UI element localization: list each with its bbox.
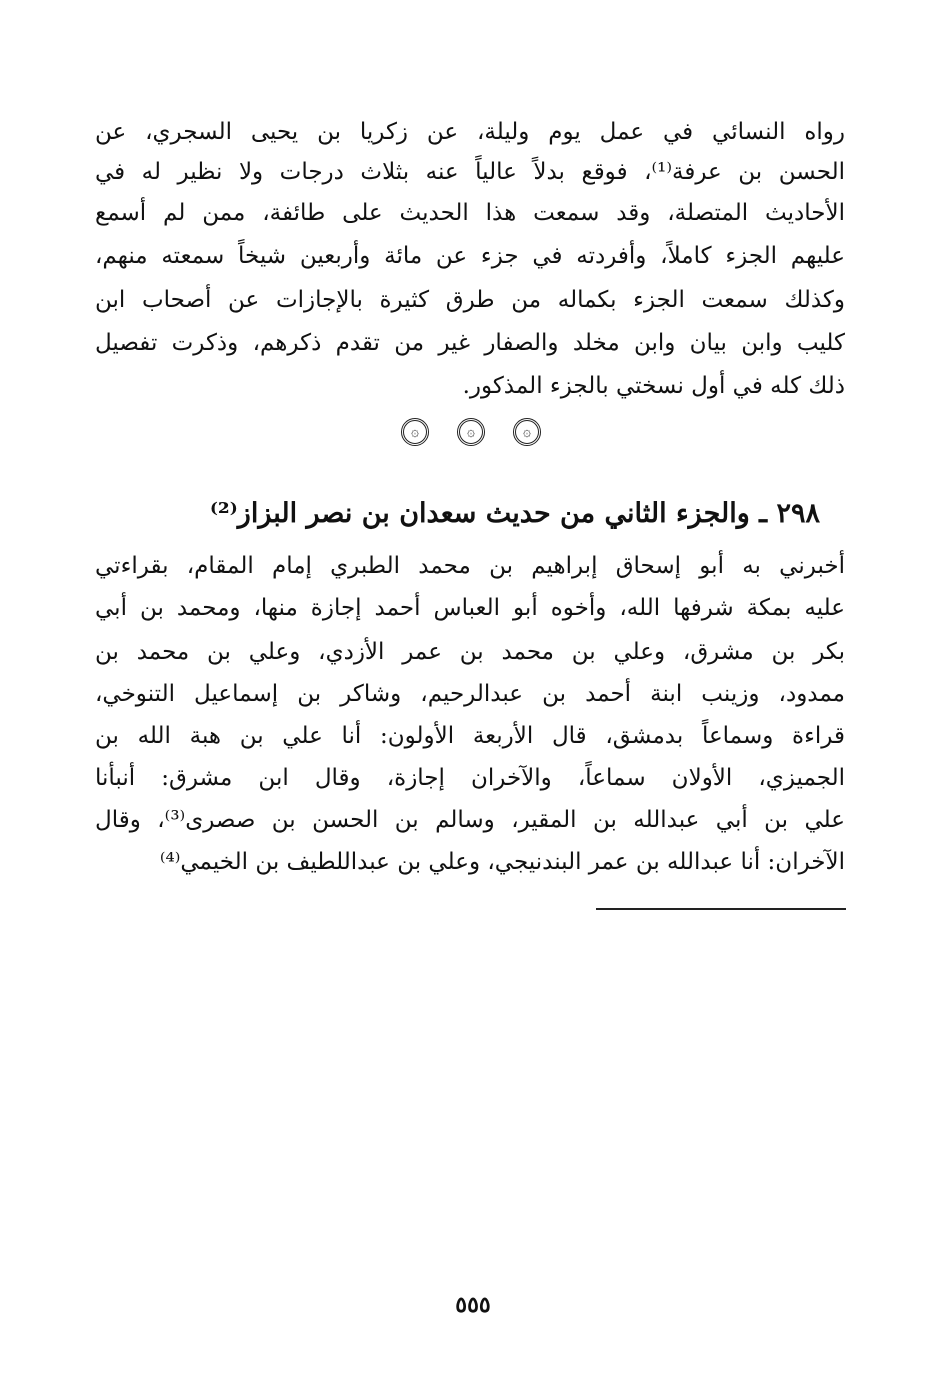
text-line: عليه بمكة شرفها الله، وأخوه أبو العباس أحمد إجازة منها، ومحمد بن أبي xyxy=(95,595,845,621)
text-line: الآخران: أنا عبدالله بن عمر البندنيجي، وعلي بن عبداللطيف بن الخيمي⁽⁴⁾ xyxy=(159,849,845,875)
ornament-icon: ۞ xyxy=(513,418,541,446)
section-heading: ٢٩٨ ـ والجزء الثاني من حديث سعدان بن نصر البزاز⁽²⁾ xyxy=(209,498,820,529)
text-line: ذلك كله في أول نسختي بالجزء المذكور. xyxy=(462,373,845,399)
page-number: ٥٥٥ xyxy=(455,1292,491,1318)
text-line: بكر بن مشرق، وعلي بن محمد بن عمر الأزدي، وعلي بن محمد بن xyxy=(95,639,845,665)
ornament-icon: ۞ xyxy=(401,418,429,446)
text-line: الحسن بن عرفة⁽¹⁾، فوقع بدلاً عالياً عنه بثلاث درجات ولا نظير له في xyxy=(95,159,845,185)
text-line: رواه النسائي في عمل يوم وليلة، عن زكريا بن يحيى السجري، عن xyxy=(95,119,845,145)
footnote-separator xyxy=(596,908,846,910)
text-line: ممدود، وزينب ابنة أحمد بن عبدالرحيم، وشاكر بن إسماعيل التنوخي، xyxy=(95,681,845,707)
ornament-icon: ۞ xyxy=(457,418,485,446)
text-line: عليهم الجزء كاملاً، وأفردته في جزء عن مائة وأربعين شيخاً سمعته منهم، xyxy=(95,243,845,269)
text-line: قراءة وسماعاً بدمشق، قال الأربعة الأولون: أنا علي بن هبة الله بن xyxy=(95,723,845,749)
text-line: كليب وابن بيان وابن مخلد والصفار غير من تقدم ذكرهم، وذكرت تفصيل xyxy=(95,330,845,356)
section-divider xyxy=(395,418,555,454)
text-line: الأحاديث المتصلة، وقد سمعت هذا الحديث على طائفة، ممن لم أسمع xyxy=(95,200,845,226)
text-line: وكذلك سمعت الجزء بكماله من طرق كثيرة بالإجازات عن أصحاب ابن xyxy=(95,287,845,313)
text-line: علي بن أبي عبدالله بن المقير، وسالم بن الحسن بن صصرى⁽³⁾، وقال xyxy=(95,807,845,833)
text-line: أخبرني به أبو إسحاق إبراهيم بن محمد الطبري إمام المقام، بقراءتي xyxy=(95,553,845,579)
text-line: الجميزي، الأولان سماعاً، والآخران إجازة، وقال ابن مشرق: أنبأنا xyxy=(95,765,845,791)
